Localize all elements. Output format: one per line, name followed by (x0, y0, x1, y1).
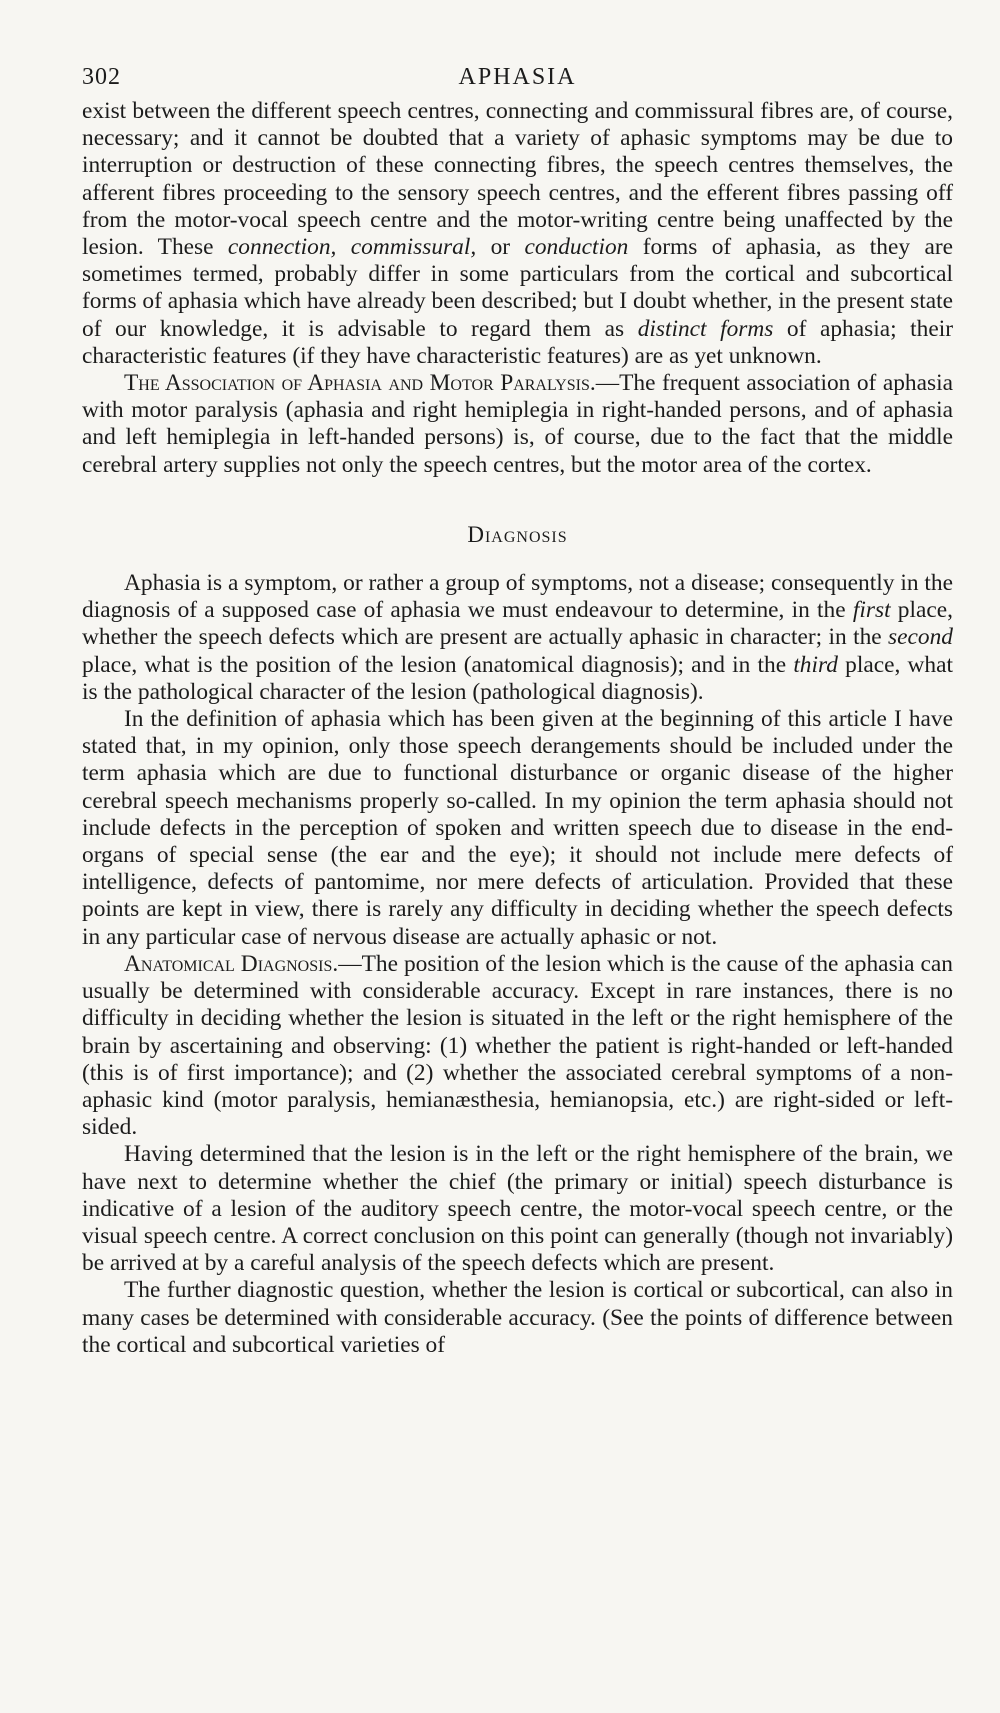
text-run: of aphasia; their characteristic features (if they have characteristic features) are as yet unknown. (82, 315, 954, 369)
page-number: 302 (82, 64, 121, 90)
paragraph-motor-paralysis (82, 370, 953, 479)
italic-text: first (852, 597, 891, 624)
body-text (82, 98, 953, 1359)
text-run: —The position of the lesion which is the cause of the aphasia can usually be determined with considerable accuracy. Except in rare instances, there is no difficulty in deciding whether the lesion is situated in the left or the right hemisphere of the brain by ascertaining and observing: (1) whether the patient is right-handed or left-handed (this is of first importance); and (2) whether the associated cerebral symptoms of a non-aphasic kind (motor paralysis, hemianæsthesia, hemianopsia, etc.) are right-sided or left-sided. (82, 950, 953, 1141)
paragraph-connection-forms (82, 98, 953, 370)
text-run: place, what is the pathological character of the lesion (pathological diagnosis). (82, 651, 953, 705)
running-title: APHASIA (458, 64, 577, 90)
text-run: —The frequent association of aphasia with motor paralysis (aphasia and right hemiplegia in right-handed persons, and of aphasia and left hemiplegia in left-handed persons) is, of course, due to the fact that the middle cerebral artery supplies not only the speech centres, but the motor area of the cortex. (82, 370, 953, 478)
run-in-heading: The Association of Aphasia and Motor Paralysis. (124, 370, 596, 397)
paragraph-diagnosis-intro (82, 570, 953, 706)
italic-text: third (793, 651, 838, 678)
paragraph-anatomical-diagnosis (82, 951, 953, 1141)
italic-text: conduction (524, 234, 629, 261)
paragraph-definition: In the definition of aphasia which has been given at the beginning of this article I have stated that, in my opinion, only those speech derangements should be included under the term aphasia which are due to functional disturbance or organic disease of the higher cerebral speech mechanisms properly so-called. In my opinion the term aphasia should not include defects in the perception of spoken and written speech due to disease in the end-organs of special sense (the ear and the eye); it should not include mere defects of intelligence, defects of pantomime, nor mere defects of articulation. Provided that these points are kept in view, there is rarely any difficulty in deciding whether the speech defects in any particular case of nervous disease are actually aphasic or not. (82, 706, 953, 950)
italic-text: second (888, 624, 953, 651)
run-in-heading: Anatomical Diagnosis. (124, 950, 339, 977)
paragraph-hemisphere: Having determined that the lesion is in the left or the right hemisphere of the brain, we have next to determine whether the chief (the primary or initial) speech disturbance is indicative of a lesion of the auditory speech centre, the motor-vocal speech centre, or the visual speech centre. A correct conclusion on this point can generally (though not invariably) be arrived at by a careful analysis of the speech defects which are present. (82, 1141, 953, 1277)
text-run: or (476, 234, 525, 261)
italic-text: connection, commissural, (227, 234, 477, 261)
italic-text: distinct forms (637, 315, 774, 342)
text-run: forms of aphasia, as they are sometimes termed, probably differ in some particulars from the cortical and subcortical forms of aphasia which have already been described; but I doubt whether, in the present state of our knowledge, it is advisable to regard them as (82, 234, 954, 342)
text-run: exist between the different speech centres, connecting and commissural fibres are, of course, necessary; and it cannot be doubted that a variety of aphasic symptoms may be due to interruption or destruction of these connecting fibres, the speech centres themselves, the afferent fibres proceeding to the sensory speech centres, and the efferent fibres passing off from the motor-vocal speech centre and the motor-writing centre being unaffected by the lesion. These (82, 98, 953, 261)
text-run: Aphasia is a symptom, or rather a group of symptoms, not a disease; consequently in the diagnosis of a supposed case of aphasia we must endeavour to determine, in the (82, 570, 953, 624)
section-heading-diagnosis: Diagnosis (467, 521, 568, 547)
text-run: place, whether the speech defects which are present are actually aphasic in character; in the (82, 597, 953, 651)
running-head (82, 58, 953, 98)
text-run: place, what is the position of the lesion (anatomical diagnosis); and in the (82, 651, 794, 678)
paragraph-cortical-subcortical: The further diagnostic question, whether the lesion is cortical or subcortical, can also in many cases be determined with considerable accuracy. (See the points of difference between the cortical and subcortical varieties of (82, 1277, 953, 1358)
